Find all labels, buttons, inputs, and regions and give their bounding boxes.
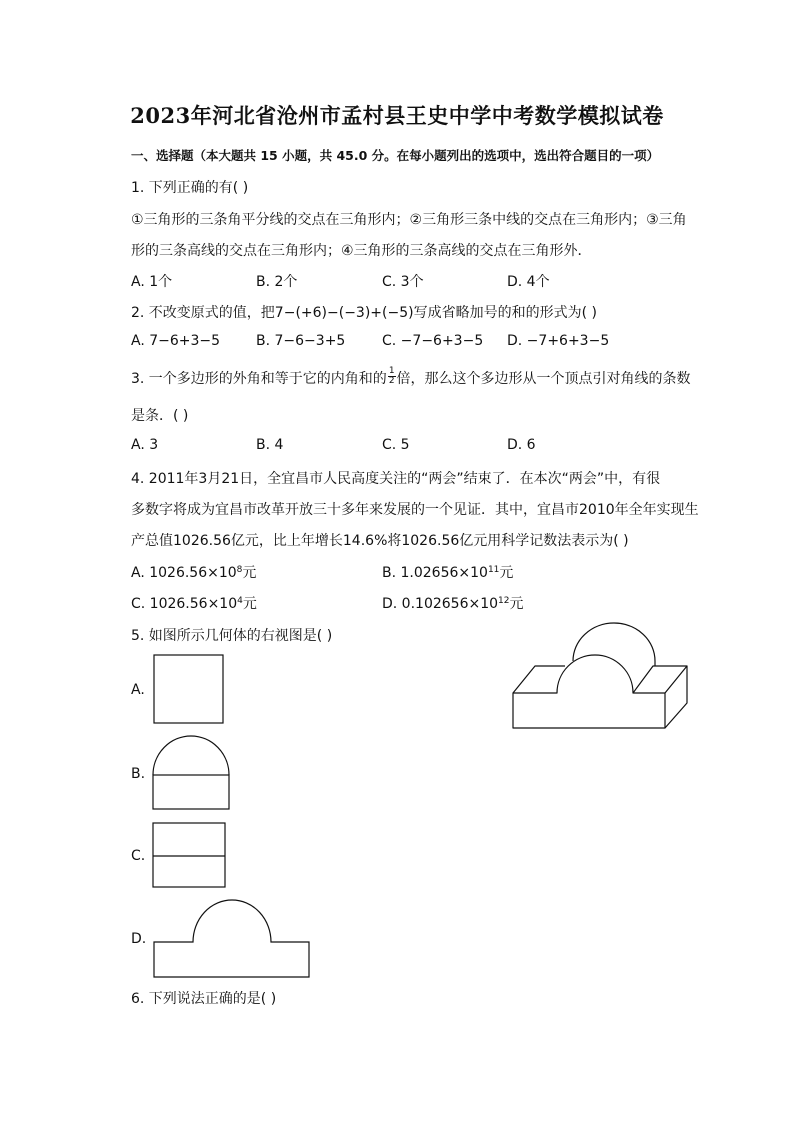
- q1-option-d[interactable]: D. 4个: [507, 274, 550, 290]
- q5-option-c-figure[interactable]: [152, 822, 228, 890]
- q5-option-c-label[interactable]: C.: [131, 848, 146, 864]
- q5-option-b-label[interactable]: B.: [131, 766, 146, 782]
- page-title: 2023年河北省沧州市孟村县王史中学中考数学模拟试卷: [130, 103, 664, 128]
- q3-stem-before: 3. 一个多边形的外角和等于它的内角和的: [131, 371, 387, 387]
- q1-option-a[interactable]: A. 1个: [131, 274, 173, 290]
- q3-fraction-numerator: 1: [388, 365, 395, 376]
- q4-option-b-exponent: 11: [487, 565, 500, 575]
- q4-line2: 多数字将成为宜昌市改革开放三十多年来发展的一个见证．其中，宜昌市2010年全年实现生: [131, 502, 699, 518]
- q4-line1: 4. 2011年3月21日，全宜昌市人民高度关注的“两会”结束了．在本次“两会”中，有很: [131, 471, 661, 487]
- q5-option-a-figure[interactable]: [153, 654, 225, 724]
- q4-option-c-exponent: 4: [237, 596, 243, 606]
- q4-option-d-exponent: 12: [498, 596, 510, 606]
- q1-line2: 形的三条高线的交点在三角形内；④三角形的三条高线的交点在三角形外．: [131, 243, 592, 259]
- q3-line2: 是条．( ): [131, 408, 189, 424]
- q1-line1: ①三角形的三条角平分线的交点在三角形内；②三角形三条中线的交点在三角形内；③三角: [131, 212, 687, 228]
- q5-option-b-figure[interactable]: [152, 735, 232, 811]
- q4-option-d[interactable]: [382, 593, 523, 613]
- q3-option-d[interactable]: D. 6: [507, 437, 536, 453]
- q3-stem: [131, 365, 691, 389]
- q4-option-b-base: B. 1.02656×10: [382, 565, 488, 581]
- q4-option-a-exponent: 8: [236, 565, 243, 575]
- q2-option-d[interactable]: D. −7+6+3−5: [507, 333, 610, 349]
- q2-stem: 2. 不改变原式的值，把7−(+6)−(−3)+(−5)写成省略加号的和的形式为( ): [131, 305, 597, 321]
- q1-option-b[interactable]: B. 2个: [256, 274, 298, 290]
- q1-stem: 1. 下列正确的有( ): [131, 180, 249, 196]
- q3-option-a[interactable]: A. 3: [131, 437, 159, 453]
- q4-option-d-base: D. 0.102656×10: [382, 596, 499, 612]
- q4-option-a[interactable]: [131, 562, 256, 582]
- q4-line3: 产总值1026.56亿元，比上年增长14.6%将1026.56亿元用科学记数法表示为( ): [131, 533, 629, 549]
- q4-option-a-base: A. 1026.56×10: [131, 565, 237, 581]
- q5-stem: 5. 如图所示几何体的右视图是( ): [131, 628, 333, 644]
- q4-option-b-unit: 元: [499, 565, 514, 581]
- q5-solid-figure: [505, 620, 695, 732]
- q2-option-a[interactable]: A. 7−6+3−5: [131, 333, 221, 349]
- q3-stem-after: 倍，那么这个多边形从一个顶点引对角线的条数: [396, 371, 691, 387]
- q3-option-b[interactable]: B. 4: [256, 437, 284, 453]
- q5-option-d-figure[interactable]: [152, 898, 314, 980]
- q3-fraction-denominator: 2: [388, 375, 395, 386]
- q4-option-b[interactable]: [382, 562, 513, 582]
- q5-option-a-label[interactable]: A.: [131, 682, 145, 698]
- q4-option-a-unit: 元: [242, 565, 257, 581]
- q4-option-c-base: C. 1026.56×10: [131, 596, 238, 612]
- q1-option-c[interactable]: C. 3个: [382, 274, 424, 290]
- q3-fraction: [388, 367, 396, 386]
- q2-option-b[interactable]: B. 7−6−3+5: [256, 333, 346, 349]
- section-heading: 一、选择题（本大题共 15 小题，共 45.0 分。在每小题列出的选项中，选出符合题目的一项）: [131, 148, 660, 163]
- q6-stem: 6. 下列说法正确的是( ): [131, 991, 277, 1007]
- q4-option-d-unit: 元: [509, 596, 524, 612]
- q3-option-c[interactable]: C. 5: [382, 437, 410, 453]
- q4-option-c-unit: 元: [242, 596, 257, 612]
- q5-option-d-label[interactable]: D.: [131, 931, 147, 947]
- q4-option-c[interactable]: [131, 593, 257, 613]
- q2-option-c[interactable]: C. −7−6+3−5: [382, 333, 484, 349]
